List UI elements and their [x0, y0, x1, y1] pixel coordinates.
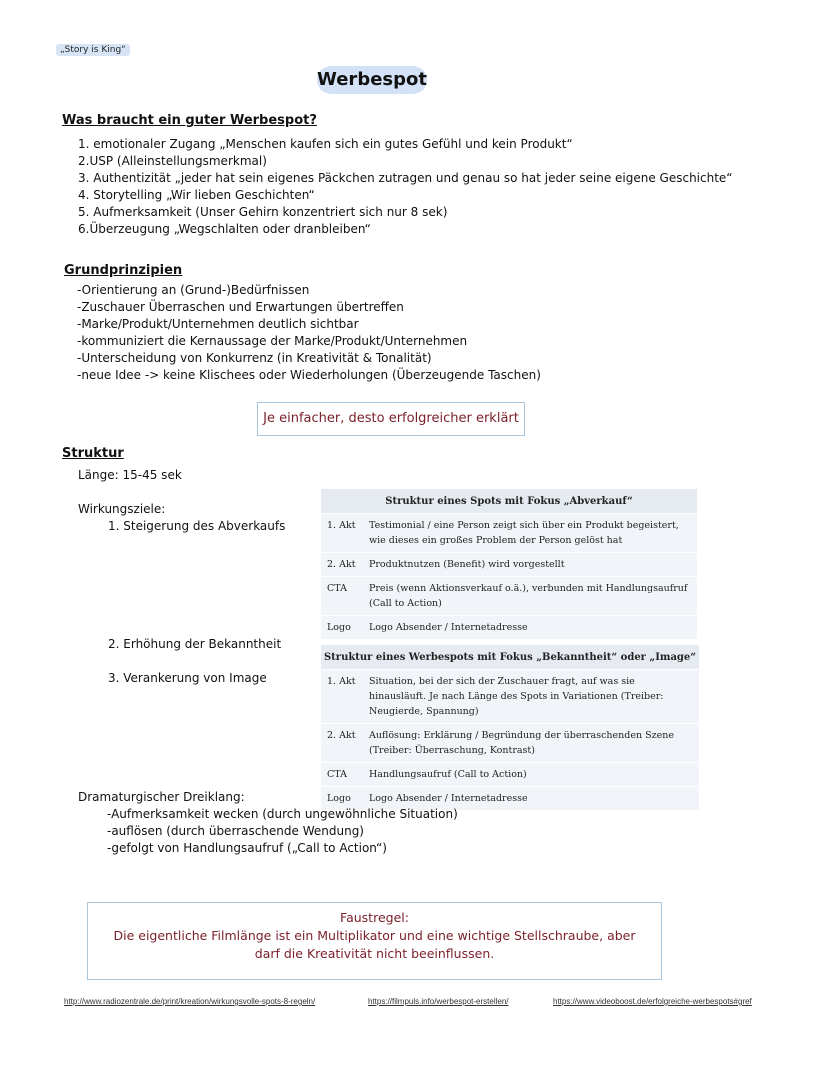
- principles-list: [77, 282, 541, 384]
- spot-length: Länge: 15-45 sek: [78, 468, 182, 482]
- rule-label: Faustregel:: [340, 910, 409, 925]
- goals-label: Wirkungsziele:: [78, 502, 166, 516]
- text-cell: Produktnutzen (Benefit) wird vorgestellt: [363, 553, 697, 577]
- table-row: [321, 577, 697, 616]
- text-cell: Logo Absender / Internetadresse: [363, 787, 699, 811]
- table-title: Struktur eines Werbespots mit Fokus „Bekanntheit“ oder „Image“: [321, 645, 699, 670]
- table-row: [321, 670, 699, 724]
- text-cell: Handlungsaufruf (Call to Action): [363, 763, 699, 787]
- table-row: [321, 514, 697, 553]
- act-cell: Logo: [321, 787, 363, 811]
- sales-focus-table: [321, 489, 697, 639]
- text-cell: Situation, bei der sich der Zuschauer fragt, auf was sie hinausläuft. Je nach Länge des Spots in Variationen (Treiber: Neugierde, Spannung): [363, 670, 699, 724]
- act-cell: 1. Akt: [321, 670, 363, 724]
- act-cell: Logo: [321, 616, 363, 640]
- act-cell: CTA: [321, 577, 363, 616]
- text-cell: Testimonial / eine Person zeigt sich über ein Produkt begeistert, wie dieses ein großes Problem der Person gelöst hat: [363, 514, 697, 553]
- goal-item: 2. Erhöhung der Bekanntheit: [108, 637, 282, 651]
- list-item: 3. Authentizität „jeder hat sein eigenes Päckchen zutragen und genau so hat jeder seine eigene Geschichte“: [78, 171, 733, 185]
- act-cell: 2. Akt: [321, 724, 363, 763]
- awareness-focus-table: [321, 645, 699, 810]
- story-tag: „Story is King“: [56, 44, 130, 56]
- page-title: Werbespot: [317, 66, 427, 94]
- table-row: [321, 724, 699, 763]
- act-cell: 2. Akt: [321, 553, 363, 577]
- list-item: -kommuniziert die Kernaussage der Marke/Produkt/Unternehmen: [77, 334, 468, 348]
- dramaturgy-label: Dramaturgischer Dreiklang:: [78, 790, 245, 804]
- section-heading-principles: Grundprinzipien: [64, 263, 183, 278]
- text-cell: Preis (wenn Aktionsverkauf o.ä.), verbunden mit Handlungsaufruf (Call to Action): [363, 577, 697, 616]
- act-cell: 1. Akt: [321, 514, 363, 553]
- rule-line: Die eigentliche Filmlänge ist ein Multiplikator und eine wichtige Stellschraube, aber: [113, 928, 636, 943]
- list-item: 1. emotionaler Zugang „Menschen kaufen sich ein gutes Gefühl und kein Produkt“: [78, 137, 573, 151]
- list-item: -Orientierung an (Grund-)Bedürfnissen: [77, 283, 310, 297]
- act-cell: CTA: [321, 763, 363, 787]
- list-item: -Aufmerksamkeit wecken (durch ungewöhnliche Situation): [107, 807, 458, 821]
- list-item: -gefolgt von Handlungsaufruf („Call to Action“): [107, 841, 387, 855]
- table-title: Struktur eines Spots mit Fokus „Abverkauf“: [321, 489, 697, 514]
- list-item: -Marke/Produkt/Unternehmen deutlich sichtbar: [77, 317, 359, 331]
- list-item: -Unterscheidung von Konkurrenz (in Kreativität & Tonalität): [77, 351, 432, 365]
- table-row: [321, 763, 699, 787]
- goal-item: 1. Steigerung des Abverkaufs: [108, 519, 286, 533]
- text-cell: Auflösung: Erklärung / Begründung der überraschenden Szene (Treiber: Überraschung, Kontrast): [363, 724, 699, 763]
- source-link-videoboost[interactable]: https://www.videoboost.de/erfolgreiche-werbespots#gref: [553, 997, 752, 1006]
- list-item: 6.Überzeugung „Wegschlalten oder dranbleiben“: [78, 222, 371, 236]
- rule-of-thumb-box: [87, 902, 662, 980]
- rule-line: darf die Kreativität nicht beeinflussen.: [254, 946, 495, 961]
- list-item: 2.USP (Alleinstellungsmerkmal): [78, 154, 267, 168]
- list-item: -neue Idee -> keine Klischees oder Wiederholungen (Überzeugende Taschen): [77, 368, 541, 382]
- simplicity-callout: Je einfacher, desto erfolgreicher erklärt: [257, 402, 525, 436]
- dramaturgy-list: [107, 806, 458, 857]
- list-item: 5. Aufmerksamkeit (Unser Gehirn konzentriert sich nur 8 sek): [78, 205, 448, 219]
- source-link-filmpuls[interactable]: https://filmpuls.info/werbespot-erstellen/: [368, 997, 509, 1006]
- source-link-radiozentrale[interactable]: http://www.radiozentrale.de/print/kreation/wirkungsvolle-spots-8-regeln/: [64, 997, 316, 1006]
- list-item: 4. Storytelling „Wir lieben Geschichten“: [78, 188, 315, 202]
- goal-item: 3. Verankerung von Image: [108, 671, 267, 685]
- list-item: -Zuschauer Überraschen und Erwartungen übertreffen: [77, 300, 404, 314]
- table-row: [321, 616, 697, 640]
- section-heading-requirements: Was braucht ein guter Werbespot?: [62, 113, 317, 128]
- section-heading-structure: Struktur: [62, 446, 124, 461]
- table-row: [321, 553, 697, 577]
- text-cell: Logo Absender / Internetadresse: [363, 616, 697, 640]
- requirements-list: [78, 136, 733, 238]
- list-item: -auflösen (durch überraschende Wendung): [107, 824, 364, 838]
